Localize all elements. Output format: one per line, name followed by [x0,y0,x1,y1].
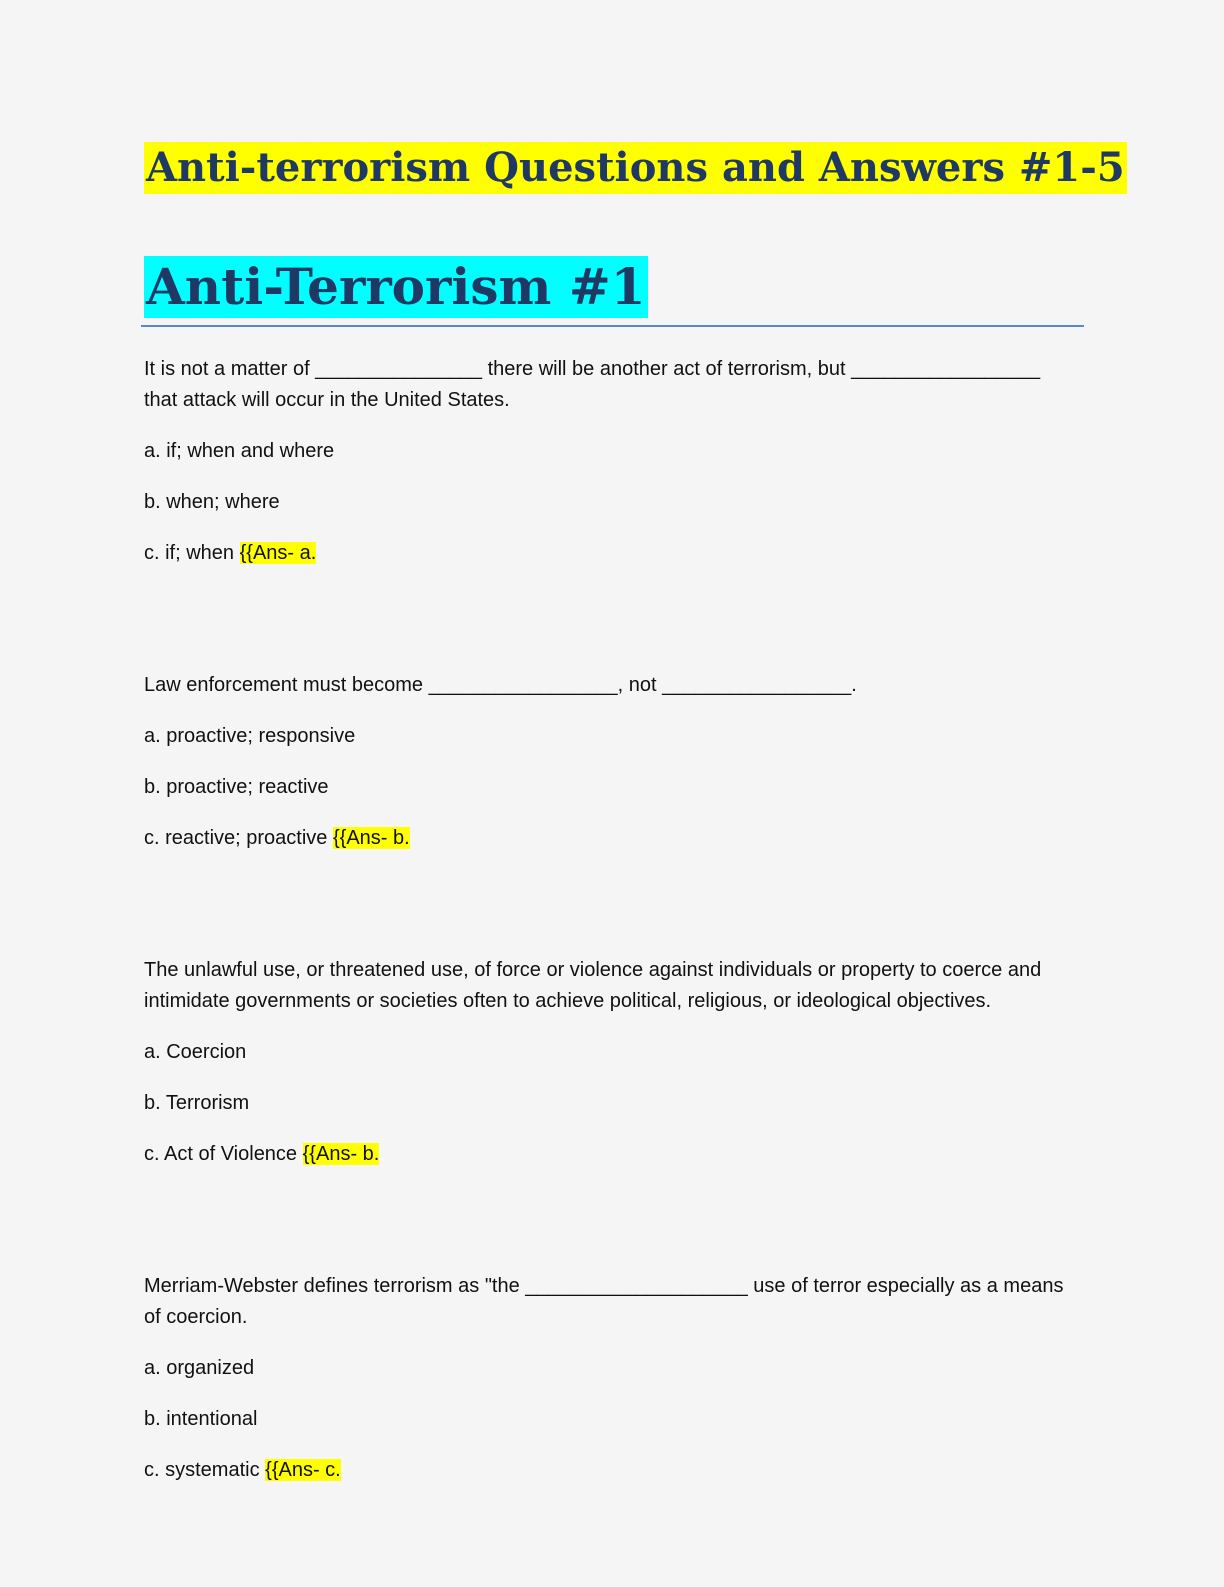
option-a: a. organized [144,1357,255,1379]
option-c [144,1139,1074,1170]
option-b: b. proactive; reactive [144,776,329,798]
question-text: It is not a matter of _______________ there will be another act of terrorism, but _________________ that attack will occur in the United States. [144,358,1041,411]
heading-underline [141,325,1084,327]
question-list [144,354,1074,1587]
option-c-text: c. systematic [144,1459,260,1481]
option-b: b. intentional [144,1408,258,1430]
option-c [144,1455,1074,1486]
question-item [144,354,1074,569]
answer-key: {{Ans- c. [265,1459,341,1481]
answer-key: {{Ans- b. [302,1143,380,1165]
option-a: a. if; when and where [144,440,335,462]
question-item [144,1271,1074,1486]
answer-key: {{Ans- a. [239,542,317,564]
option-c-text: c. if; when [144,542,235,564]
answer-key: {{Ans- b. [332,827,410,849]
question-text: Merriam-Webster defines terrorism as "the ____________________ use of terror especially as a means of coercion. [144,1275,1064,1328]
question-text: The unlawful use, or threatened use, of force or violence against individuals or property to coerce and intimidate governments or societies often to achieve political, religious, or ideological objectives. [144,959,1042,1012]
question-text: Law enforcement must become _________________, not _________________. [144,674,857,696]
section-heading: Anti-Terrorism #1 [146,257,646,316]
option-c [144,538,1074,569]
option-a: a. Coercion [144,1041,247,1063]
option-b: b. when; where [144,491,280,513]
question-item [144,955,1074,1170]
question-item [144,670,1074,854]
option-b: b. Terrorism [144,1092,250,1114]
option-c-text: c. Act of Violence [144,1143,298,1165]
document-title: Anti-terrorism Questions and Answers #1-5 [144,142,1127,194]
option-c-text: c. reactive; proactive [144,827,328,849]
option-c [144,823,1074,854]
option-a: a. proactive; responsive [144,725,356,747]
